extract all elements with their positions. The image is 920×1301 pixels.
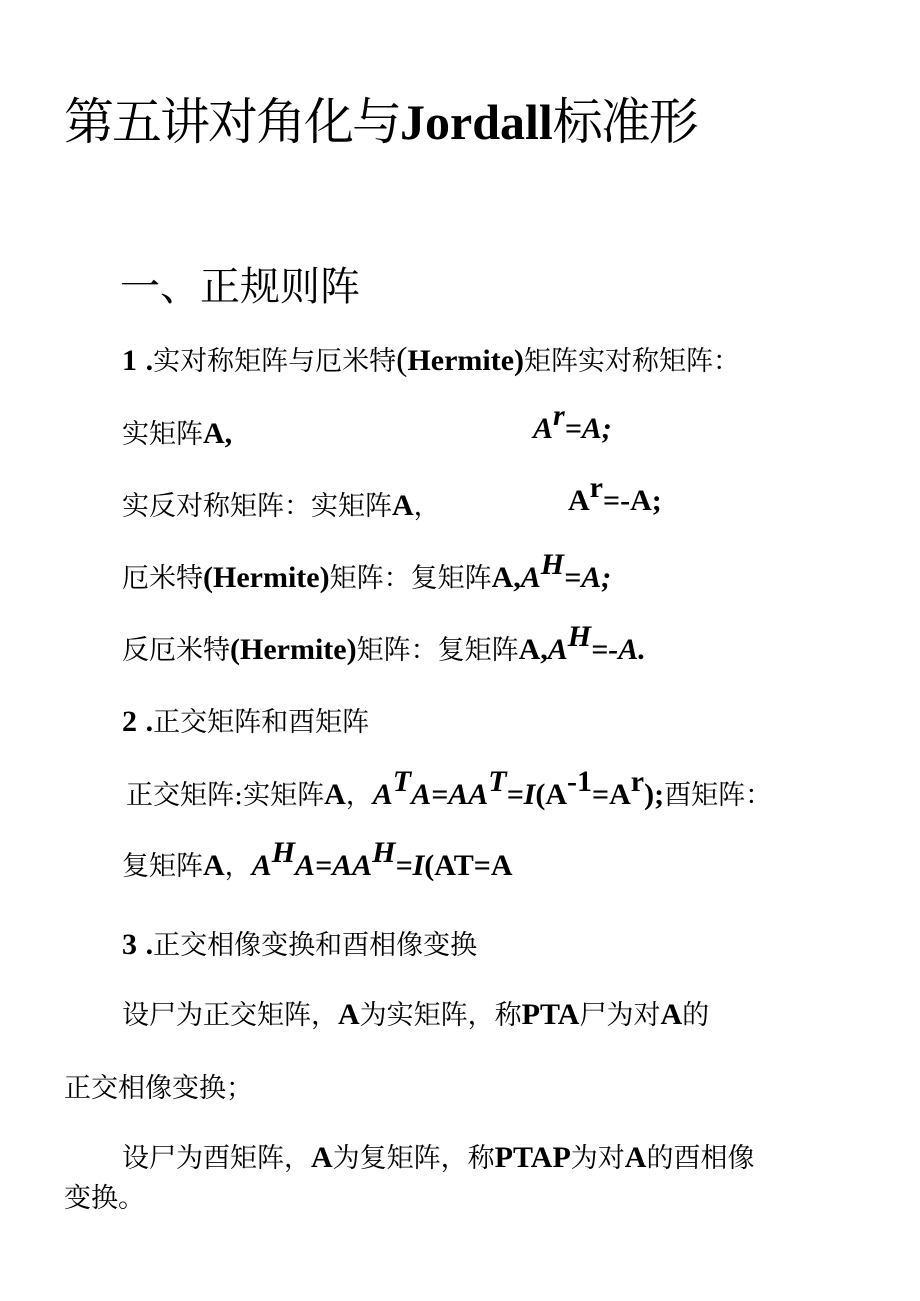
item-number: 1: [122, 344, 137, 377]
orthogonal-definition: [126, 765, 773, 812]
formula-sup: -1: [567, 765, 593, 798]
antihermitian-definition: [122, 620, 646, 667]
antisymmetric-formula: [568, 471, 662, 518]
antisymmetric-label: 实反对称矩阵：实矩阵: [122, 491, 392, 522]
formula-sup: r: [553, 399, 565, 432]
matrix-symbol: A: [660, 998, 683, 1031]
formula-part: A=AA: [411, 778, 489, 811]
unitary-matrix-label: 复矩阵: [122, 851, 203, 882]
item-text: 正交相像变换和酉相像变换: [153, 930, 478, 961]
formula-lhs: A: [547, 633, 568, 666]
formula-rhs: =-A.: [591, 633, 646, 666]
comma: ，: [224, 851, 252, 882]
text-run: 设尸为正交矩阵，: [122, 1000, 338, 1031]
comma: ，: [413, 491, 441, 522]
matrix-symbol: A,: [203, 417, 233, 450]
antisymmetric-definition: [122, 484, 441, 523]
orthogonal-label: 正交矩阵:实矩阵: [126, 780, 325, 811]
page-title: [64, 82, 697, 154]
formula-sup: T: [488, 765, 507, 798]
matrix-symbol: A: [624, 1141, 647, 1174]
item-1-heading: [122, 339, 740, 379]
text-run: 的: [682, 1000, 710, 1031]
unitary-label: 酉矩阵：: [664, 780, 773, 811]
item-2-heading: [122, 700, 369, 739]
paragraph-2-line-2: 变换。: [64, 1183, 145, 1214]
item-text: 正交矩阵和酉矩阵: [153, 707, 370, 738]
formula-lhs: A: [520, 561, 541, 594]
formula-rhs: =-A;: [603, 484, 662, 517]
formula-lhs: A: [568, 484, 590, 517]
paren-open: (: [396, 341, 408, 378]
formula-part: (A: [535, 778, 568, 811]
item-number: 2: [122, 705, 137, 738]
text-run: 的酉相像: [646, 1143, 755, 1174]
formula-rhs: =A;: [564, 561, 612, 594]
formula-part: A: [251, 849, 272, 882]
title-latin: Jordall: [400, 94, 553, 150]
text-run: 设尸为酉矩阵，: [122, 1143, 311, 1174]
text-run: 为对: [570, 1143, 625, 1174]
title-cn-after: 标准形: [552, 93, 697, 151]
formula-sup: H: [372, 836, 396, 869]
item-dot: .: [145, 344, 154, 377]
unitary-definition: [122, 836, 513, 883]
text-run: 为复矩阵，称: [332, 1143, 495, 1174]
text-run: 尸为对: [579, 1000, 661, 1031]
formula-sup: H: [540, 548, 565, 581]
paragraph-2-line-1: [122, 1136, 754, 1175]
formula-part: =A: [592, 778, 631, 811]
item-3-heading: [122, 923, 477, 962]
symmetric-definition: [122, 412, 232, 451]
formula-rhs: =A;: [564, 412, 612, 445]
formula-part: PTA: [521, 998, 580, 1031]
antihermitian-label: 反厄米特: [122, 635, 230, 666]
formula-part: );: [644, 778, 665, 811]
formula-part: A: [372, 778, 393, 811]
item-dot: .: [145, 705, 154, 738]
hermite-term: Hermite): [407, 344, 525, 377]
formula-part: PTAP: [494, 1141, 571, 1174]
matrix-symbol: A: [203, 849, 225, 882]
item-text-tail: 矩阵实对称矩阵：: [524, 346, 741, 377]
paragraph-1-line-1: [122, 993, 709, 1032]
matrix-symbol: A: [311, 1141, 333, 1174]
hermitian-label-tail: 矩阵：复矩阵: [329, 563, 492, 594]
title-cn-before: 第五讲对角化与: [64, 93, 400, 151]
formula-part: (AT=A: [424, 849, 513, 882]
symmetric-formula: [533, 399, 612, 446]
formula-sup: H: [271, 836, 296, 869]
item-number: 3: [122, 928, 137, 961]
symmetric-label: 实矩阵: [122, 419, 203, 450]
section-heading: 一、正规则阵: [120, 264, 360, 310]
hermitian-label: 厄米特: [122, 563, 203, 594]
formula-sup: r: [630, 765, 645, 798]
matrix-symbol: A,: [491, 561, 521, 594]
formula-part: A=AA: [295, 849, 373, 882]
hermite-term: (Hermite): [230, 633, 357, 666]
item-text: 实对称矩阵与厄米特: [153, 346, 397, 377]
antihermitian-label-tail: 矩阵：复矩阵: [356, 635, 519, 666]
matrix-symbol: A: [324, 778, 346, 811]
formula-sup: r: [589, 471, 603, 504]
paragraph-1-line-2: 正交相像变换；: [64, 1073, 253, 1104]
matrix-symbol: A,: [518, 633, 548, 666]
matrix-symbol: A: [392, 489, 414, 522]
formula-sup: H: [567, 620, 592, 653]
formula-part: =I: [395, 849, 425, 882]
hermitian-definition: [122, 548, 612, 595]
formula-part: =I: [506, 778, 536, 811]
hermite-term: (Hermite): [203, 561, 330, 594]
item-dot: .: [145, 928, 154, 961]
matrix-symbol: A: [338, 998, 360, 1031]
formula-lhs: A: [533, 412, 554, 445]
text-run: 为实矩阵，称: [359, 1000, 522, 1031]
comma: ，: [345, 780, 373, 811]
formula-sup: T: [392, 765, 412, 798]
